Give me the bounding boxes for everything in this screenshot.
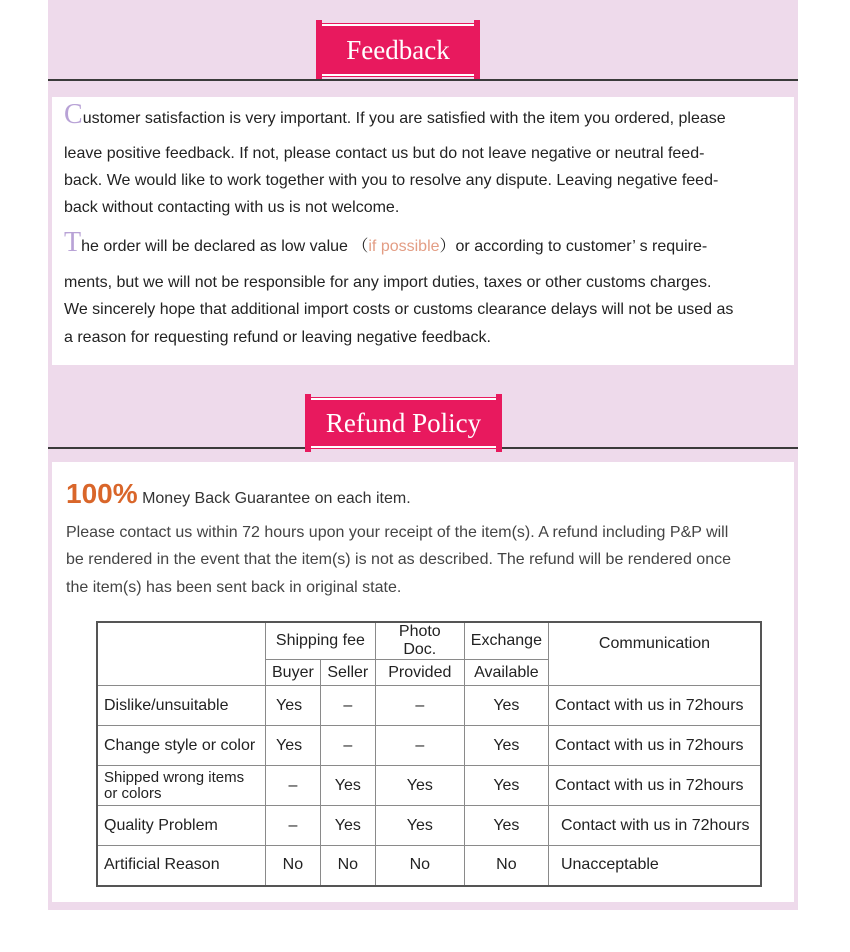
header-photo-doc: Photo Doc. (375, 622, 464, 660)
row-photo: No (375, 846, 464, 886)
row-seller: No (320, 846, 375, 886)
row-seller: – (320, 686, 375, 726)
feedback-paragraph-2-line-1: The order will be declared as low value （if possible）or according to customer’ s require- (64, 227, 708, 258)
header-provided: Provided (375, 660, 464, 686)
dropcap-c: C (64, 99, 83, 130)
row-buyer: – (266, 766, 321, 806)
guarantee-line (66, 478, 411, 510)
row-seller: Yes (320, 766, 375, 806)
row-exchange: Yes (464, 726, 548, 766)
header-seller: Seller (320, 660, 375, 686)
row-communication: Contact with us in 72hours (548, 686, 761, 726)
refund-title: Refund Policy (325, 408, 482, 438)
row-buyer: No (266, 846, 321, 886)
table-row (97, 766, 761, 806)
feedback-paragraph-2-line-3: We sincerely hope that additional import costs or customs clearance delays will not be used as (64, 301, 734, 318)
row-exchange: Yes (464, 766, 548, 806)
row-reason: Shipped wrong items or colors (97, 766, 266, 806)
row-communication: Contact with us in 72hours (548, 766, 761, 806)
row-buyer: – (266, 806, 321, 846)
table-corner-cell (97, 622, 266, 686)
guarantee-percent: 100% (66, 478, 138, 509)
feedback-paragraph-1-line-2: leave positive feedback. If not, please contact us but do not leave negative or neutral feed- (64, 145, 705, 162)
refund-line-2: be rendered in the event that the item(s) is not as described. The refund will be rendered once (66, 551, 731, 568)
row-reason: Quality Problem (97, 806, 266, 846)
guarantee-text: Money Back Guarantee on each item. (142, 490, 411, 507)
row-exchange: Yes (464, 806, 548, 846)
refund-policy-table (96, 621, 762, 887)
if-possible-note: if possible (368, 238, 440, 255)
header-communication: Communication (548, 622, 761, 686)
table-row (97, 846, 761, 886)
feedback-title-banner (320, 24, 476, 76)
feedback-title: Feedback (346, 35, 450, 65)
row-communication: Contact with us in 72hours (548, 726, 761, 766)
row-photo: Yes (375, 766, 464, 806)
refund-line-1: Please contact us within 72 hours upon your receipt of the item(s). A refund including P&P will (66, 524, 729, 541)
row-communication: Unacceptable (548, 846, 761, 886)
row-reason: Artificial Reason (97, 846, 266, 886)
feedback-text-card (52, 97, 794, 365)
feedback-paragraph-1-line-4: back without contacting with us is not welcome. (64, 199, 400, 216)
header-available: Available (464, 660, 548, 686)
row-photo: – (375, 726, 464, 766)
feedback-section (48, 0, 798, 380)
feedback-paragraph-2-line-4: a reason for requesting refund or leaving negative feedback. (64, 329, 491, 346)
refund-title-banner (309, 398, 498, 448)
header-exchange: Exchange (464, 622, 548, 660)
refund-line-3: the item(s) has been sent back in original state. (66, 579, 402, 596)
row-exchange: Yes (464, 686, 548, 726)
row-reason: Change style or color (97, 726, 266, 766)
table-row (97, 686, 761, 726)
feedback-divider (48, 79, 798, 81)
header-shipping-fee: Shipping fee (266, 622, 376, 660)
row-photo: Yes (375, 806, 464, 846)
dropcap-t: T (64, 227, 82, 258)
row-communication: Contact with us in 72hours (548, 806, 761, 846)
row-photo: – (375, 686, 464, 726)
feedback-paragraph-1-line-1: Customer satisfaction is very important. If you are satisfied with the item you ordered, please (64, 99, 726, 130)
row-buyer: Yes (266, 726, 321, 766)
feedback-paragraph-1-line-3: back. We would like to work together with you to resolve any dispute. Leaving negative feed- (64, 172, 719, 189)
table-row (97, 726, 761, 766)
row-exchange: No (464, 846, 548, 886)
table-row (97, 806, 761, 846)
row-reason: Dislike/unsuitable (97, 686, 266, 726)
row-seller: – (320, 726, 375, 766)
row-buyer: Yes (266, 686, 321, 726)
row-seller: Yes (320, 806, 375, 846)
feedback-paragraph-2-line-2: ments, but we will not be responsible for any import duties, taxes or other customs charges. (64, 274, 712, 291)
header-buyer: Buyer (266, 660, 321, 686)
